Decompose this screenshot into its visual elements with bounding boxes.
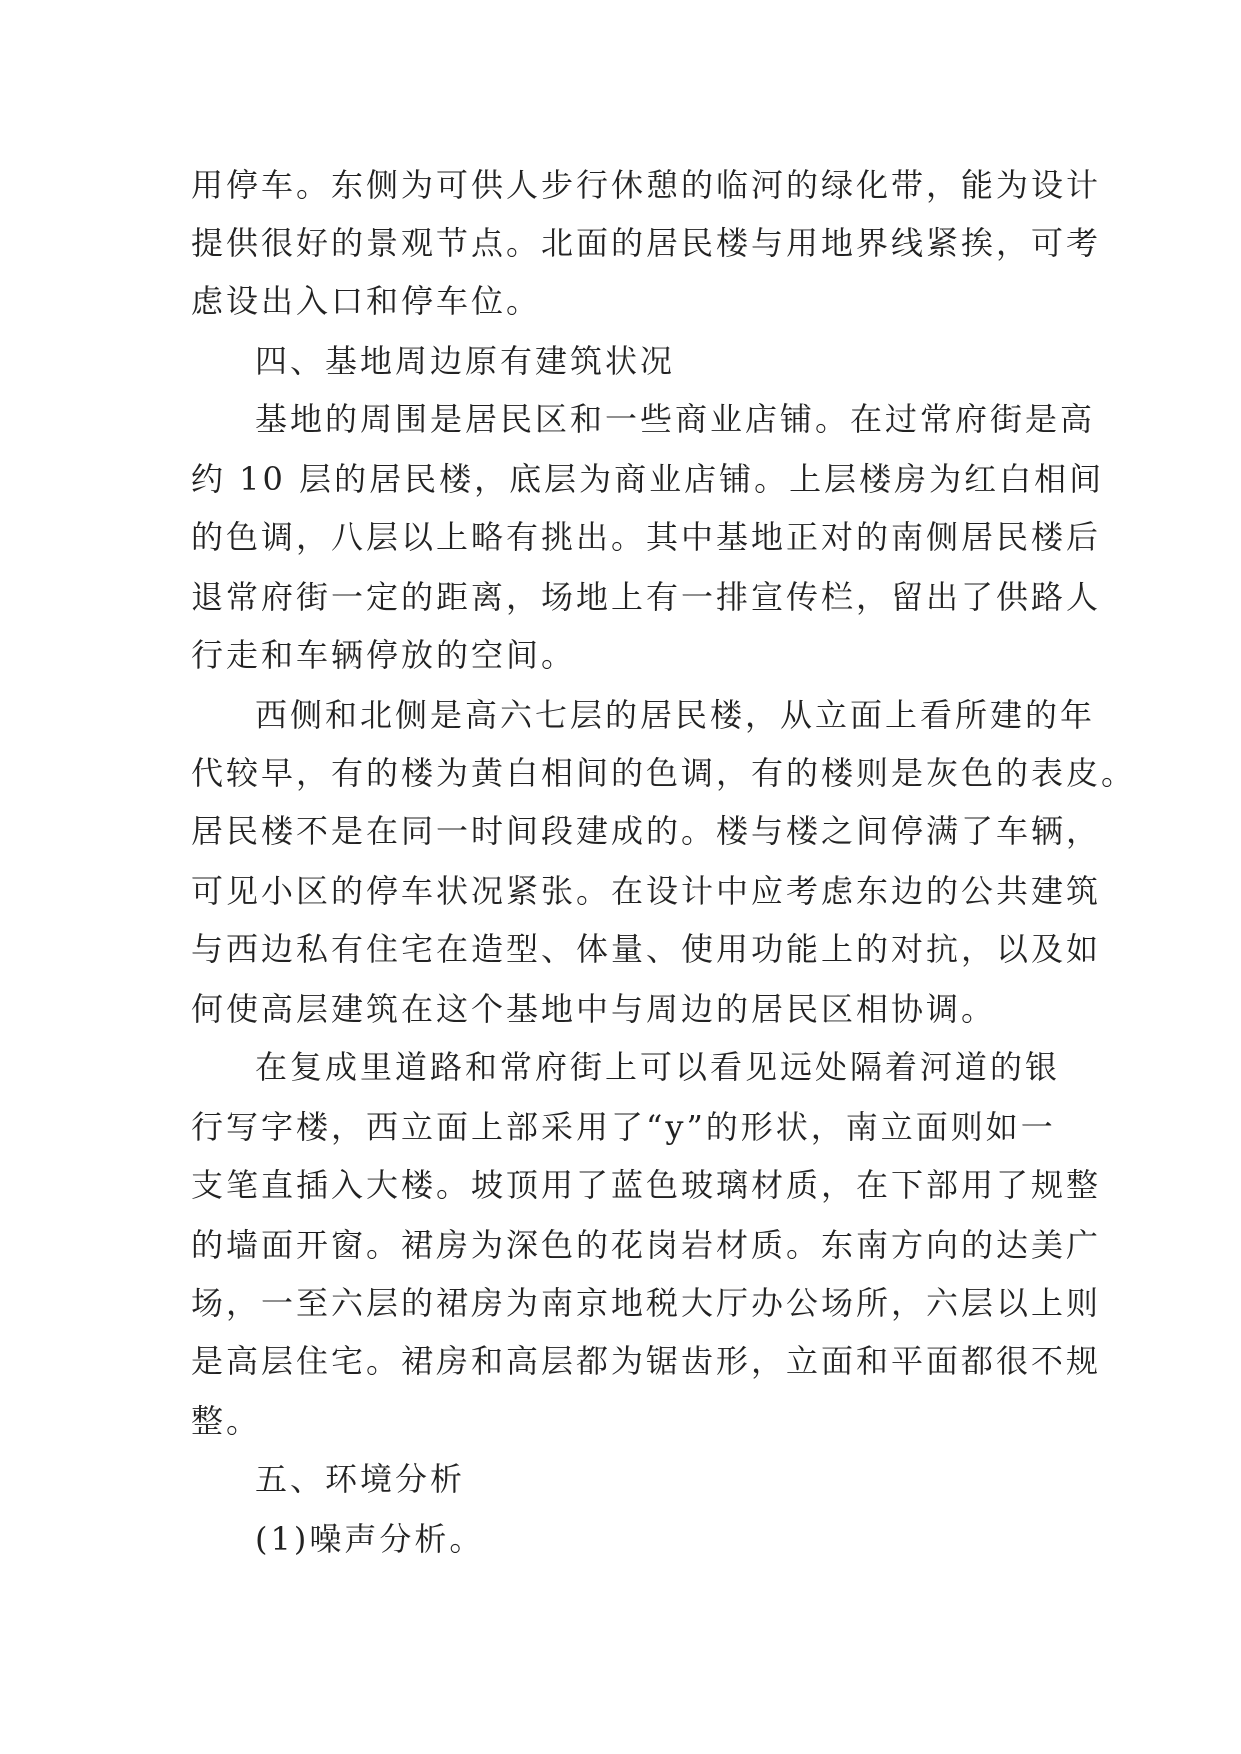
text-line: 行写字楼，西立面上部采用了“y”的形状，南立面则如一 [191,1108,1056,1146]
text-line: 行走和车辆停放的空间。 [191,636,577,674]
text-line: 可见小区的停车状况紧张。在设计中应考虑东边的公共建筑 [191,872,1102,910]
text-line: 在复成里道路和常府街上可以看见远处隔着河道的银 [255,1048,1061,1086]
section-heading: 五、环境分析 [255,1460,466,1498]
text-line: 是高层住宅。裙房和高层都为锯齿形，立面和平面都很不规 [191,1342,1102,1380]
text-line: 西侧和北侧是高六七层的居民楼，从立面上看所建的年 [255,696,1096,734]
text-line: 提供很好的景观节点。北面的居民楼与用地界线紧挨，可考 [191,224,1102,262]
text-line: 与西边私有住宅在造型、体量、使用功能上的对抗，以及如 [191,930,1102,968]
text-line: 整。 [191,1402,262,1440]
subsection-heading: (1)噪声分析。 [255,1520,485,1558]
text-line: 支笔直插入大楼。坡顶用了蓝色玻璃材质，在下部用了规整 [191,1166,1102,1204]
text-line: 代较早，有的楼为黄白相间的色调，有的楼则是灰色的表皮。 [191,754,1137,792]
text-line: 居民楼不是在同一时间段建成的。楼与楼之间停满了车辆， [191,812,1102,850]
text-line: 的墙面开窗。裙房为深色的花岗岩材质。东南方向的达美广 [191,1226,1102,1264]
text-line: 退常府街一定的距离，场地上有一排宣传栏，留出了供路人 [191,578,1102,616]
text-line: 的色调，八层以上略有挑出。其中基地正对的南侧居民楼后 [191,518,1102,556]
text-line: 基地的周围是居民区和一些商业店铺。在过常府街是高 [255,400,1096,438]
text-line: 约 10 层的居民楼，底层为商业店铺。上层楼房为红白相间 [191,460,1105,498]
text-line: 用停车。东侧为可供人步行休憩的临河的绿化带，能为设计 [191,166,1102,204]
text-line: 场，一至六层的裙房为南京地税大厅办公场所，六层以上则 [191,1284,1102,1322]
text-line: 虑设出入口和停车位。 [191,282,542,320]
section-heading: 四、基地周边原有建筑状况 [255,342,676,380]
text-line: 何使高层建筑在这个基地中与周边的居民区相协调。 [191,990,997,1028]
